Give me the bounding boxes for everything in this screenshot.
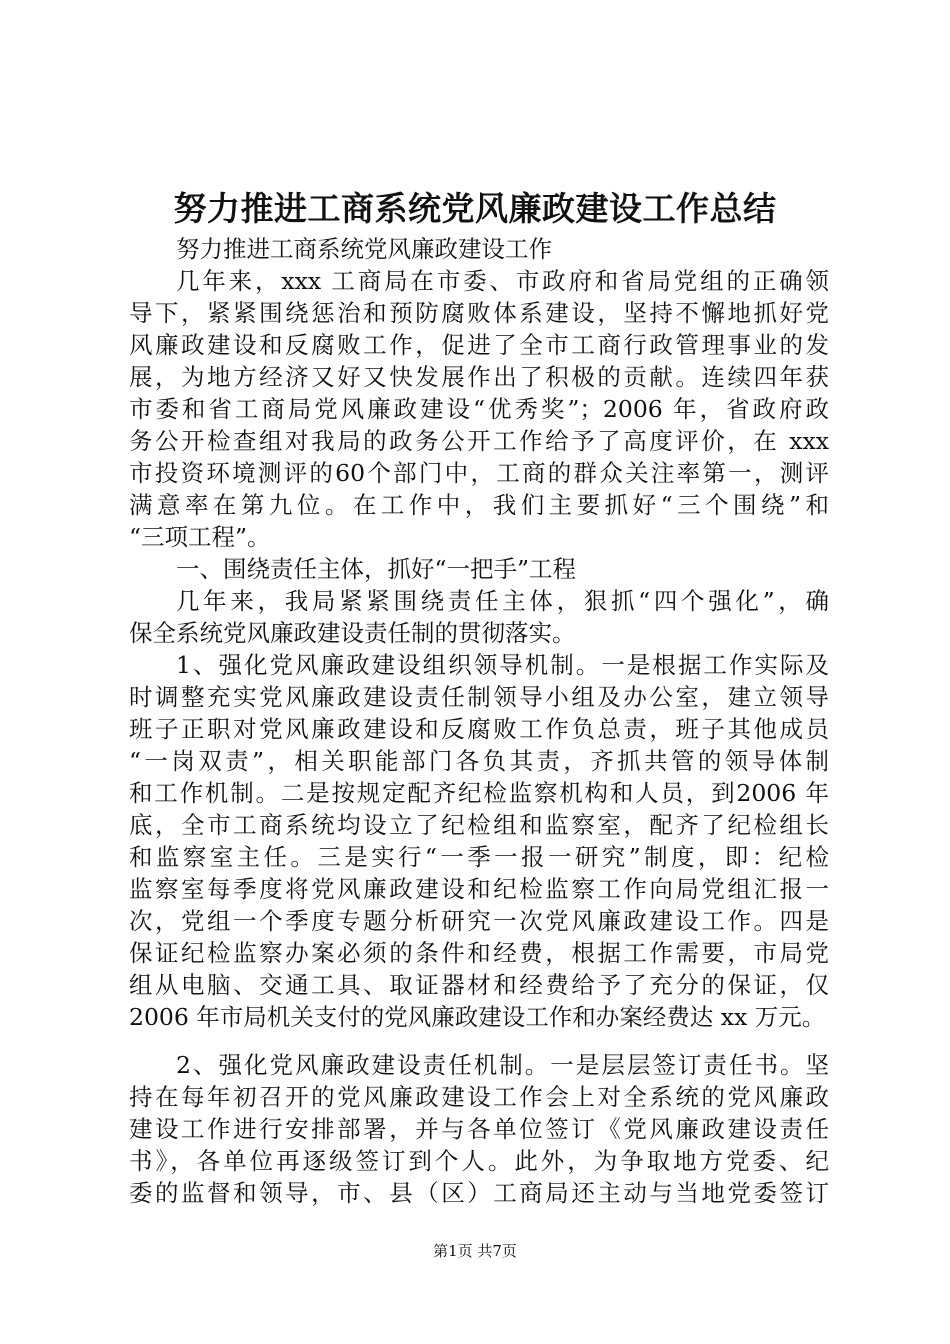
- paragraph-line: 保证纪检监察办案必须的条件和经费，根据工作需要，市局党: [129, 939, 829, 967]
- paragraph-line: 次，党组一个季度专题分析研究一次党风廉政建设工作。四是: [129, 907, 829, 935]
- paragraph-line: 2、强化党风廉政建设责任机制。一是层层签订责任书。坚: [176, 1051, 829, 1079]
- paragraph-line: 几年来，我局紧紧围绕责任主体，狠抓“四个强化”，确: [176, 587, 829, 615]
- paragraph-line: 几年来，xxx 工商局在市委、市政府和省局党组的正确领: [176, 267, 829, 295]
- paragraph-line: 监察室每季度将党风廉政建设和纪检监察工作向局党组汇报一: [129, 875, 829, 903]
- paragraph-line: 导下，紧紧围绕惩治和预防腐败体系建设，坚持不懈地抓好党: [129, 299, 829, 327]
- paragraph-line: 和监察室主任。三是实行“一季一报一研究”制度，即：纪检: [129, 843, 829, 871]
- paragraph-line: 2006 年市局机关支付的党风廉政建设工作和办案经费达 xx 万元。: [129, 1003, 826, 1031]
- page-footer: 第1页 共7页: [433, 1242, 517, 1260]
- paragraph-line: “一岗双责”，相关职能部门各负其责，齐抓共管的领导体制: [129, 747, 829, 775]
- paragraph-line: 班子正职对党风廉政建设和反腐败工作负总责，班子其他成员: [129, 715, 829, 743]
- paragraph-line: 书》，各单位再逐级签订到个人。此外，为争取地方党委、纪: [129, 1147, 829, 1175]
- paragraph-line: 1、强化党风廉政建设组织领导机制。一是根据工作实际及: [176, 651, 829, 679]
- paragraph-line: “三项工程”。: [129, 523, 271, 551]
- paragraph-line: 展，为地方经济又好又快发展作出了积极的贡献。连续四年获: [129, 363, 829, 391]
- paragraph-line: 一、围绕责任主体，抓好“一把手”工程: [176, 555, 577, 583]
- paragraph-line: 和工作机制。二是按规定配齐纪检监察机构和人员，到2006 年: [129, 779, 829, 807]
- document-title: 努力推进工商系统党风廉政建设工作总结: [173, 189, 777, 228]
- paragraph-line: 组从电脑、交通工具、取证器材和经费给予了充分的保证，仅: [129, 971, 829, 999]
- paragraph-line: 市委和省工商局党风廉政建设“优秀奖”；2006 年，省政府政: [129, 395, 829, 423]
- paragraph-line: 时调整充实党风廉政建设责任制领导小组及办公室，建立领导: [129, 683, 829, 711]
- paragraph-line: 建设工作进行安排部署，并与各单位签订《党风廉政建设责任: [129, 1115, 829, 1143]
- paragraph-line: 市投资环境测评的60个部门中，工商的群众关注率第一，测评: [129, 459, 829, 487]
- paragraph-line: 委的监督和领导，市、县（区）工商局还主动与当地党委签订: [129, 1179, 829, 1207]
- paragraph-line: 务公开检查组对我局的政务公开工作给予了高度评价，在 xxx: [129, 427, 829, 455]
- paragraph-line: 满意率在第九位。在工作中，我们主要抓好“三个围绕”和: [129, 491, 829, 519]
- paragraph-line: 底，全市工商系统均设立了纪检组和监察室，配齐了纪检组长: [129, 811, 829, 839]
- paragraph-line: 努力推进工商系统党风廉政建设工作: [176, 235, 552, 263]
- paragraph-line: 风廉政建设和反腐败工作，促进了全市工商行政管理事业的发: [129, 331, 829, 359]
- paragraph-line: 保全系统党风廉政建设责任制的贯彻落实。: [129, 619, 576, 647]
- paragraph-line: 持在每年初召开的党风廉政建设工作会上对全系统的党风廉政: [129, 1083, 829, 1111]
